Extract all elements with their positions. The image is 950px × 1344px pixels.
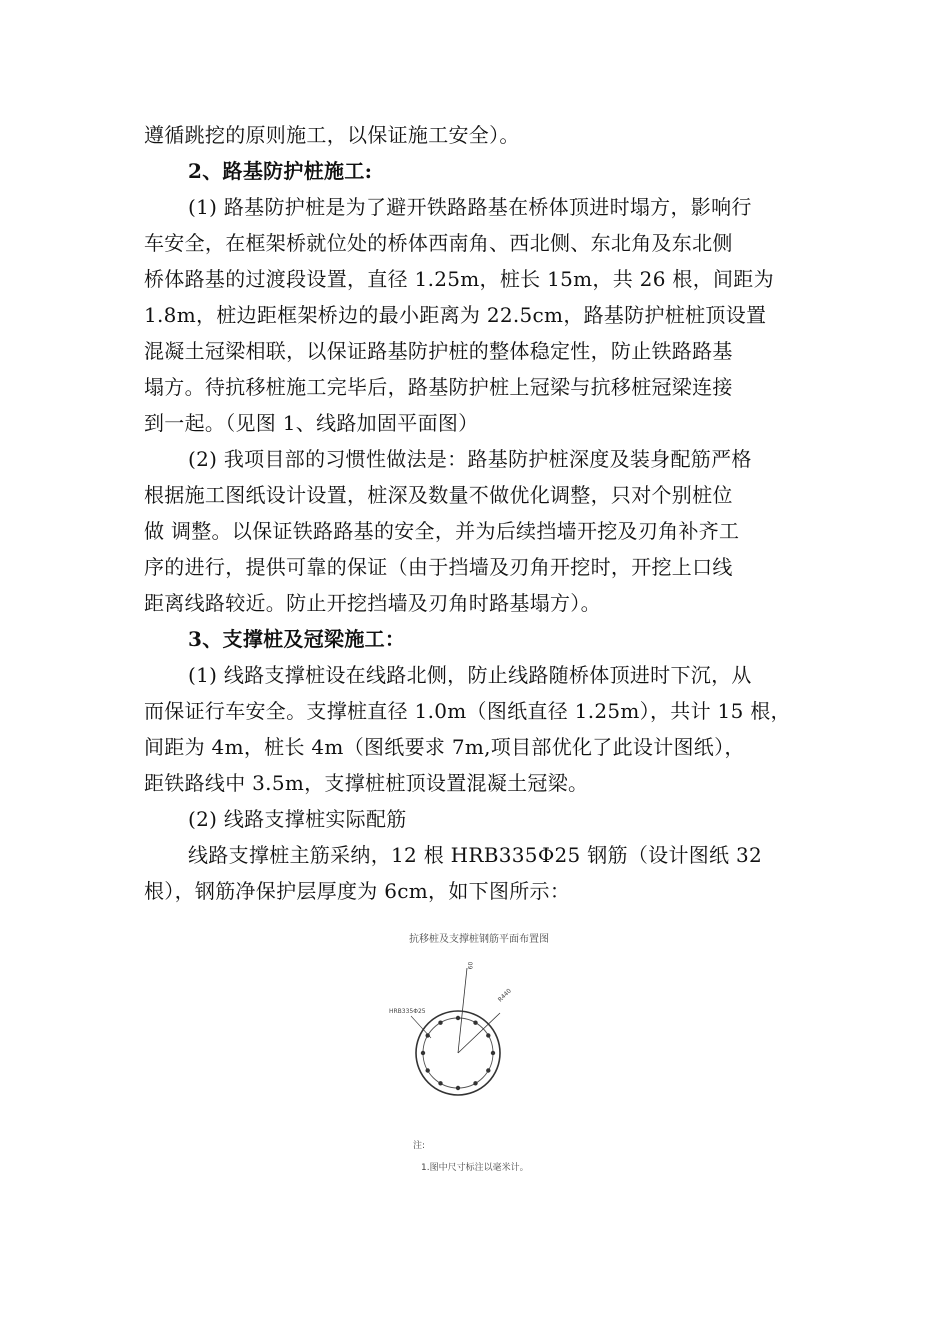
rebar-dot (456, 1016, 460, 1020)
paragraph-line: 塌方。待抗移桩施工完毕后，路基防护桩上冠梁与抗移桩冠梁连接 (144, 375, 733, 399)
section-heading-3: 3、支撑桩及冠梁施工： (188, 627, 406, 651)
rebar-dot (438, 1081, 442, 1085)
paragraph-line: (1) 线路支撑桩设在线路北侧，防止线路随桥体顶进时下沉，从 (188, 663, 752, 687)
rebar-dot (486, 1068, 490, 1072)
dimension-label: R440 (496, 987, 513, 1004)
paragraph-line: (2) 线路支撑桩实际配筋 (188, 807, 407, 831)
paragraph-line: 车安全，在框架桥就位处的桥体西南角、西北侧、东北角及东北侧 (144, 231, 733, 255)
paragraph-line: 根），钢筋净保护层厚度为 6cm，如下图所示： (144, 879, 571, 903)
paragraph-line: 距离线路较近。防止开挖挡墙及刃角时路基塌方）。 (144, 591, 601, 615)
rebar-dot (438, 1021, 442, 1025)
rebar-dot (486, 1033, 490, 1037)
rebar-dot (421, 1051, 425, 1055)
paragraph-line: 混凝土冠梁相联，以保证路基防护桩的整体稳定性，防止铁路路基 (144, 339, 733, 363)
paragraph-line: 根据施工图纸设计设置，桩深及数量不做优化调整，只对个别桩位 (144, 483, 733, 507)
paragraph-line: (1) 路基防护桩是为了避开铁路路基在桥体顶进时塌方，影响行 (188, 195, 752, 219)
rebar-dot (473, 1021, 477, 1025)
rebar-dot (426, 1068, 430, 1072)
figure-note-text: 1.图中尺寸标注以毫米计。 (421, 1163, 529, 1173)
paragraph-line: 而保证行车安全。支撑桩直径 1.0m（图纸直径 1.25m），共计 15 根， (144, 699, 791, 723)
figure-title: 抗移桩及支撑桩钢筋平面布置图 (409, 934, 549, 945)
section-heading-2: 2、路基防护桩施工: (188, 159, 373, 183)
paragraph-line: 桥体路基的过渡段设置，直径 1.25m，桩长 15m，共 26 根，间距为 (144, 267, 774, 291)
paragraph-line: 间距为 4m，桩长 4m（图纸要求 7m,项目部优化了此设计图纸）， (144, 735, 745, 759)
rebar-dot (491, 1051, 495, 1055)
dimension-label: 60 (467, 961, 475, 970)
paragraph-line: 到一起。（见图 1、线路加固平面图） (144, 411, 479, 435)
paragraph-line: 序的进行，提供可靠的保证（由于挡墙及刃角开挖时，开挖上口线 (144, 555, 733, 579)
rebar-dot (456, 1086, 460, 1090)
paragraph-line: 1.8m，桩边距框架桥边的最小距离为 22.5cm，路基防护桩桩顶设置 (144, 303, 767, 327)
rebar-layout-figure (385, 920, 555, 1190)
paragraph-line: 距铁路线中 3.5m，支撑桩桩顶设置混凝土冠梁。 (144, 771, 589, 795)
paragraph-line: (2) 我项目部的习惯性做法是：路基防护桩深度及装身配筋严格 (188, 447, 752, 471)
paragraph-line: 做 调整。以保证铁路路基的安全，并为后续挡墙开挖及刃角补齐工 (144, 519, 740, 543)
paragraph-line: 遵循跳挖的原则施工，以保证施工安全）。 (144, 123, 520, 147)
figure-note-label: 注: (413, 1141, 426, 1151)
rebar-dot (473, 1081, 477, 1085)
rebar-label: HRB335Φ25 (389, 1008, 426, 1015)
paragraph-line: 线路支撑桩主筋采纳，12 根 HRB335Φ25 钢筋（设计图纸 32 (188, 843, 763, 867)
